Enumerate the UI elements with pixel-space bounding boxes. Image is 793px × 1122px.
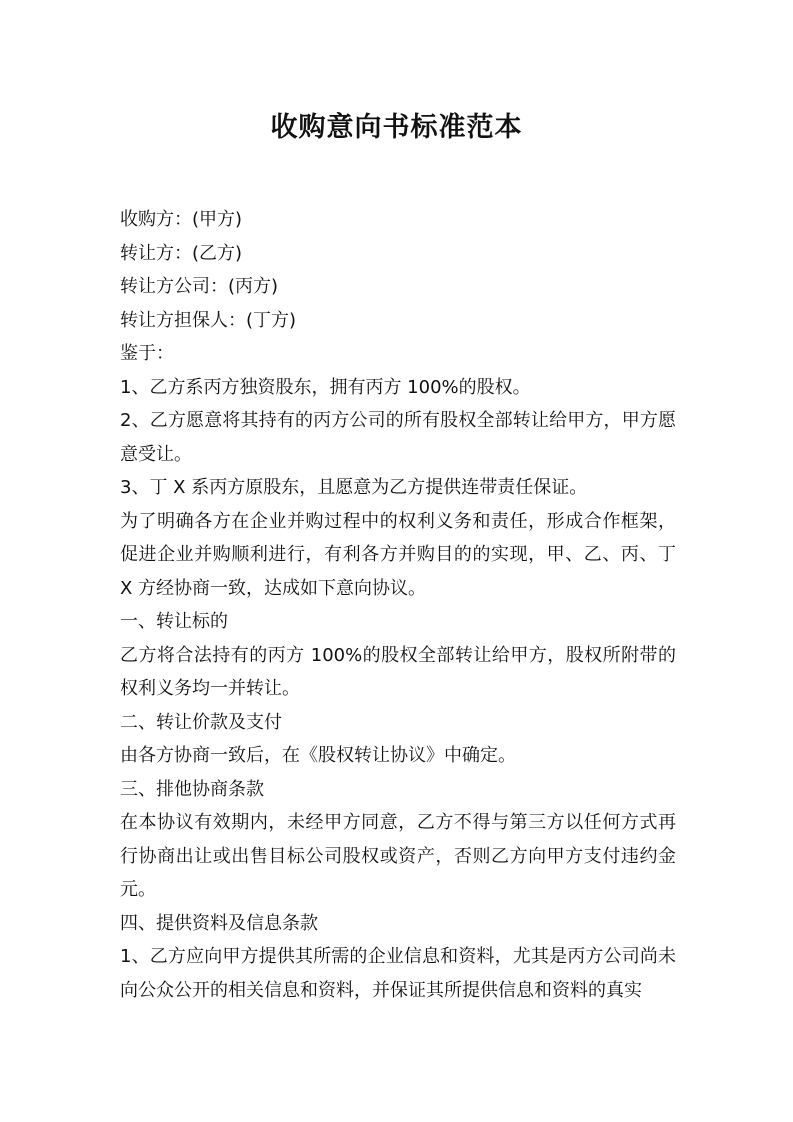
- whereas-heading: 鉴于：: [120, 343, 174, 364]
- section-3-body: 在本协议有效期内，未经甲方同意，乙方不得与第三方以任何方式再行协商出让或出售目标公司股权或资产，否则乙方向甲方支付违约金元。: [120, 812, 676, 900]
- purpose-paragraph: 为了明确各方在企业并购过程中的权利义务和责任，形成合作框架，促进企业并购顺利进行，有利各方并购目的的实现，甲、乙、丙、丁 X 方经协商一致，达成如下意向协议。: [120, 510, 676, 599]
- section-1-heading: 一、转让标的: [120, 611, 228, 632]
- party-acquirer-line: 收购方：(甲方): [120, 209, 243, 230]
- section-2-heading: 二、转让价款及支付: [120, 711, 282, 733]
- document-title: 收购意向书标准范本: [270, 112, 523, 143]
- party-guarantor-line: 转让方担保人：(丁方): [120, 309, 297, 331]
- whereas-item-2: 2、乙方愿意将其持有的丙方公司的所有股权全部转让给甲方，甲方愿意受让。: [120, 410, 676, 465]
- section-1-body: 乙方将合法持有的丙方 100%的股权全部转让给甲方，股权所附带的权利义务均一并转让。: [120, 644, 676, 699]
- section-2-body: 由各方协商一致后，在《股权转让协议》中确定。: [120, 745, 516, 766]
- section-3-heading: 三、排他协商条款: [120, 778, 264, 800]
- section-4-heading: 四、提供资料及信息条款: [120, 912, 318, 934]
- whereas-item-1: 1、乙方系丙方独资股东，拥有丙方 100%的股权。: [120, 376, 531, 398]
- document-body: [120, 203, 676, 1007]
- party-transferor-company-line: 转让方公司：(丙方): [120, 276, 279, 297]
- section-4-item-1: 1、乙方应向甲方提供其所需的企业信息和资料，尤其是丙方公司尚未向公众公开的相关信息和资料，并保证其所提供信息和资料的真实: [120, 946, 676, 1001]
- whereas-item-3: 3、丁 X 系丙方原股东，且愿意为乙方提供连带责任保证。: [120, 477, 588, 498]
- party-transferor-line: 转让方：(乙方): [120, 242, 243, 264]
